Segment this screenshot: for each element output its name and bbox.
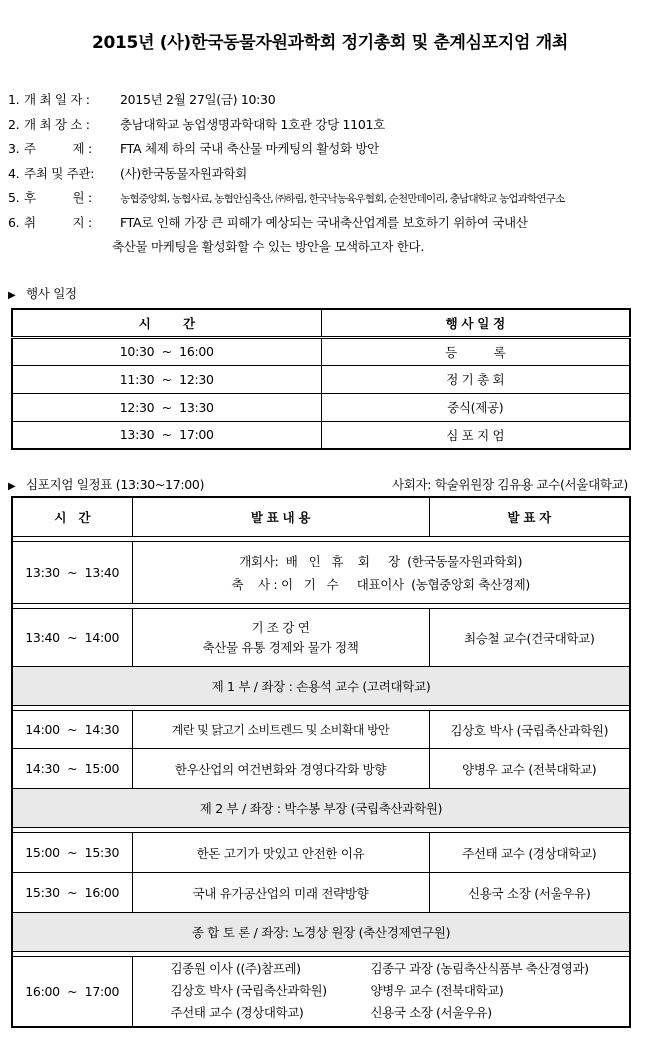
table-row <box>12 833 630 873</box>
symposium-heading-text: 심포지엄 일정표 (13:30~17:00) <box>26 477 205 492</box>
talk-title-cell: 한돈 고기가 맛있고 안전한 이유 <box>132 833 429 873</box>
info-label: 개 최 장 소 : <box>24 116 90 132</box>
panelist: 양병우 교수 (전북대학교) <box>370 983 504 999</box>
presenter-cell: 주선태 교수 (경상대학교) <box>429 833 630 873</box>
column-header-content: 발 표 내 용 <box>132 497 429 537</box>
column-header-presenter: 발 표 자 <box>429 497 630 537</box>
time-cell: 14:00 ~ 14:30 <box>12 711 132 749</box>
time-cell: 14:30 ~ 15:00 <box>12 749 132 789</box>
table-row <box>12 337 630 365</box>
event-info <box>8 88 658 260</box>
table-row <box>12 542 630 604</box>
panelist: 김종원 이사 ((주)참프레) <box>170 961 301 977</box>
keynote-cell <box>132 609 429 667</box>
info-label: 개 최 일 자 : <box>24 92 90 107</box>
info-label: 주 제 : <box>24 141 92 156</box>
time-cell: 13:30 ~ 17:00 <box>12 421 321 449</box>
event-schedule-table <box>11 308 631 450</box>
time-cell: 13:40 ~ 14:00 <box>12 609 132 667</box>
table-row <box>12 365 630 393</box>
triangle-bullet-icon: ▶ <box>8 481 16 492</box>
info-number: 2. <box>8 116 20 132</box>
info-sponsors <box>8 186 658 211</box>
triangle-bullet-icon: ▶ <box>8 290 16 301</box>
panel-cell <box>132 957 630 1027</box>
table-row <box>12 873 630 913</box>
talk-title-cell: 계란 및 닭고기 소비트렌드 및 소비확대 방안 <box>132 711 429 749</box>
info-value: FTA로 인해 가장 큰 피해가 예상되는 국내축산업계를 보호하기 위하여 국내산 <box>120 214 528 230</box>
presenter-cell: 김상호 박사 (국립축산과학원) <box>429 711 630 749</box>
column-header-time: 시 간 <box>12 309 321 337</box>
symposium-heading <box>8 475 204 493</box>
keynote-label: 기 조 강 연 <box>251 619 310 635</box>
event-cell: 중식(제공) <box>321 393 630 421</box>
panelist: 신용국 소장 (서울우유) <box>370 1005 492 1021</box>
info-label: 취 지 : <box>24 214 92 230</box>
presenter-cell: 신용국 소장 (서울우유) <box>429 873 630 913</box>
session-2-header <box>12 789 630 828</box>
panelist: 김상호 박사 (국립축산과학원) <box>170 983 327 999</box>
info-date <box>8 88 658 113</box>
info-number: 1. <box>8 92 20 107</box>
event-cell: 정 기 총 회 <box>321 365 630 393</box>
info-number: 6. <box>8 214 20 230</box>
time-cell: 11:30 ~ 12:30 <box>12 365 321 393</box>
table-row <box>12 421 630 449</box>
info-label: 주최 및 주관: <box>24 165 95 181</box>
table-row <box>12 711 630 749</box>
column-header-event: 행 사 일 정 <box>321 309 630 337</box>
event-cell: 심 포 지 엄 <box>321 421 630 449</box>
moderator-text: 사회자: 학술위원장 김유용 교수(서울대학교) <box>391 477 628 492</box>
discussion-header <box>12 913 630 952</box>
time-cell: 16:00 ~ 17:00 <box>12 957 132 1027</box>
info-number: 5. <box>8 190 20 205</box>
opening-remarks-cell <box>132 542 630 604</box>
time-cell: 15:30 ~ 16:00 <box>12 873 132 913</box>
info-venue <box>8 113 658 138</box>
info-number: 3. <box>8 141 20 156</box>
keynote-title: 축산물 유통 경제와 물가 정책 <box>202 639 359 655</box>
panelist: 주선태 교수 (경상대학교) <box>170 1005 304 1021</box>
panel-members <box>133 958 630 1024</box>
panelist: 김종구 과장 (농림축산식품부 축산경영과) <box>370 961 589 977</box>
presenter-cell: 최승철 교수(건국대학교) <box>429 609 630 667</box>
info-theme <box>8 137 658 162</box>
event-cell: 등 록 <box>321 337 630 365</box>
page-title: 2015년 (사)한국동물자원과학회 정기총회 및 춘계심포지엄 개최 <box>91 33 569 53</box>
info-value: 충남대학교 농업생명과학대학 1호관 강당 1101호 <box>120 116 385 132</box>
session-1-header <box>12 667 630 706</box>
session-2-chair: 제 2 부 / 좌장 : 박수봉 부장 (국립축산과학원) <box>12 789 630 828</box>
talk-title-cell: 한우산업의 여건변화와 경영다각화 방향 <box>132 749 429 789</box>
info-value: 축산물 마케팅을 활성화할 수 있는 방안을 모색하고자 한다. <box>112 239 424 254</box>
info-value: 농협중앙회, 농협사료, 농협안심축산, ㈜하림, 한국낙농육우협회, 순천만데이리, 충남대학교 농업과학연구소 <box>120 193 565 205</box>
symposium-program-table <box>11 496 631 1028</box>
presenter-cell: 양병우 교수 (전북대학교) <box>429 749 630 789</box>
column-header-time: 시 간 <box>12 497 132 537</box>
opening-address: 개회사: 배 인 휴 회 장 (한국동물자원과학회) <box>239 553 523 569</box>
table-row <box>12 749 630 789</box>
info-value: 2015년 2월 27일(금) 10:30 <box>120 92 276 107</box>
session-1-chair: 제 1 부 / 좌장 : 손용석 교수 (고려대학교) <box>12 667 630 706</box>
info-purpose-continued <box>8 235 658 260</box>
table-row <box>12 609 630 667</box>
discussion-chair: 종 합 토 론 / 좌장: 노경상 원장 (축산경제연구원) <box>12 913 630 952</box>
table-row <box>12 957 630 1027</box>
info-purpose <box>8 211 658 236</box>
time-cell: 10:30 ~ 16:00 <box>12 337 321 365</box>
time-cell: 12:30 ~ 13:30 <box>12 393 321 421</box>
congratulatory-address: 축 사 : 이 기 수 대표이사 (농협중앙회 축산경제) <box>231 576 530 592</box>
time-cell: 15:00 ~ 15:30 <box>12 833 132 873</box>
info-number: 4. <box>8 165 20 181</box>
table-row <box>12 393 630 421</box>
info-value: FTA 체제 하의 국내 축산물 마케팅의 활성화 방안 <box>120 141 379 156</box>
talk-title-cell: 국내 유가공산업의 미래 전략방향 <box>132 873 429 913</box>
info-label: 후 원 : <box>24 190 92 205</box>
schedule-heading <box>8 284 77 302</box>
info-host <box>8 162 658 187</box>
schedule-heading-text: 행사 일정 <box>26 286 77 301</box>
info-value: (사)한국동물자원과학회 <box>120 165 247 181</box>
time-cell: 13:30 ~ 13:40 <box>12 542 132 604</box>
